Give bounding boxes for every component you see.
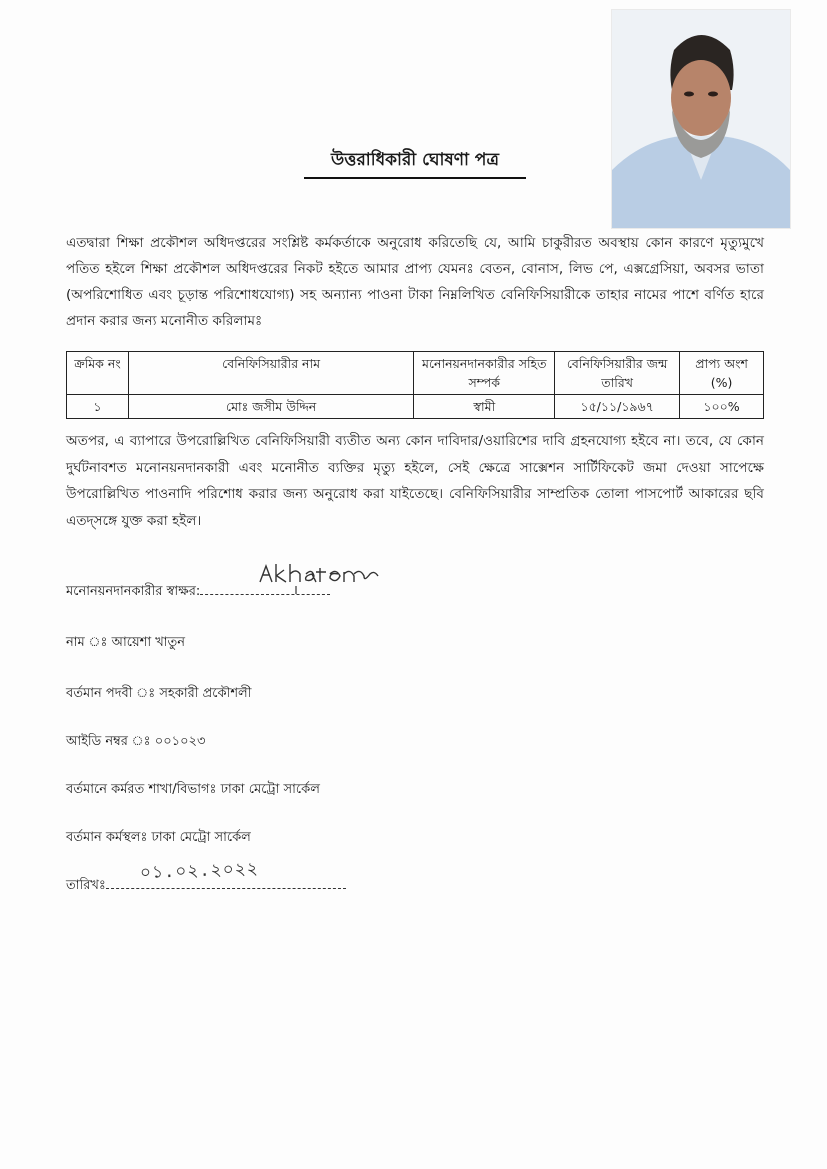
col-beneficiary-name: বেনিফিসিয়ারীর নাম: [128, 352, 413, 395]
cell-birth-date: ১৫/১১/১৯৬৭: [555, 395, 680, 419]
cell-relation: স্বামী: [414, 395, 555, 419]
cell-serial: ১: [67, 395, 129, 419]
name-line: নাম ঃ আয়েশা খাতুন: [66, 635, 186, 650]
col-serial: ক্রমিক নং: [67, 352, 129, 395]
declaration-paragraph: অতপর, এ ব্যাপারে উপরোল্লিখিত বেনিফিসিয়ারী ব্যতীত অন্য কোন দাবিদার/ওয়ারিশের দাবি গ্রহনযোগ্য হইবে না। তবে, যে কোন দুর্ঘটনাবশত মনোনয়নদানকারী এবং মনোনীত ব্যক্তির মৃত্যু হইলে, সেই ক্ষেত্রে সাক্সেশন সার্টিফিকেট জমা দেওয়া সাপেক্ষে উপরোল্লিখিত পাওনাদি পরিশোধ করার জন্য অনুরোধ করা যাইতেছে। বেনিফিসিয়ারীর সাম্প্রতিক তোলা পাসপোর্ট আকারের ছবি এতদ্‌সঙ্গে যুক্ত করা হইল।: [66, 433, 764, 529]
date-handwritten: ০১.০২.২০২২: [139, 858, 260, 884]
cell-name: মোঃ জসীম উদ্দিন: [128, 395, 413, 419]
beneficiary-table: [66, 351, 764, 419]
table-header-row: [67, 352, 764, 395]
signature-handwritten: [256, 560, 388, 604]
id-line: আইডি নম্বর ঃ ০০১০২৩: [66, 734, 206, 749]
portrait-illustration: [612, 10, 790, 228]
col-birth-date: বেনিফিসিয়ারীর জন্ম তারিখ: [555, 352, 680, 395]
date-label: তারিখঃ: [66, 878, 106, 893]
cell-share: ১০০%: [680, 395, 764, 419]
document-title: উত্তরাধিকারী ঘোষণা পত্র: [304, 147, 526, 179]
workplace-line: বর্তমান কর্মস্থলঃ ঢাকা মেট্রো সার্কেল: [66, 830, 251, 845]
col-share: প্রাপ্য অংশ (%): [680, 352, 764, 395]
branch-line: বর্তমানে কর্মরত শাখা/বিভাগঃ ঢাকা মেট্রো সার্কেল: [66, 782, 320, 797]
designation-line: বর্তমান পদবী ঃ সহকারী প্রকৌশলী: [66, 686, 252, 701]
col-relation: মনোনয়নদানকারীর সহিত সম্পর্ক: [414, 352, 555, 395]
intro-paragraph: এতদ্বারা শিক্ষা প্রকৌশল অধিদপ্তরের সংশ্লিষ্ট কর্মকর্তাকে অনুরোধ করিতেছি যে, আমি চাকুরীরত অবস্থায় কোন কারণে মৃত্যুমুখে পতিত হইলে শিক্ষা প্রকৌশল অধিদপ্তরের নিকট হইতে আমার প্রাপ্য যেমনঃ বেতন, বোনাস, লিভ পে, এক্সগ্রেসিয়া, অবসর ভাতা (অপরিশোধিত এবং চূড়ান্ত পরিশোধযোগ্য) সহ অন্যান্য পাওনা টাকা নিম্নলিখিত বেনিফিসিয়ারীকে তাহার নামের পাশে বর্ণিত হারে প্রদান করার জন্য মনোনীত করিলামঃ: [66, 235, 764, 329]
signature-label: মনোনয়নদানকারীর স্বাক্ষর:: [66, 584, 201, 599]
table-row: [67, 395, 764, 419]
passport-photo: [612, 10, 790, 228]
